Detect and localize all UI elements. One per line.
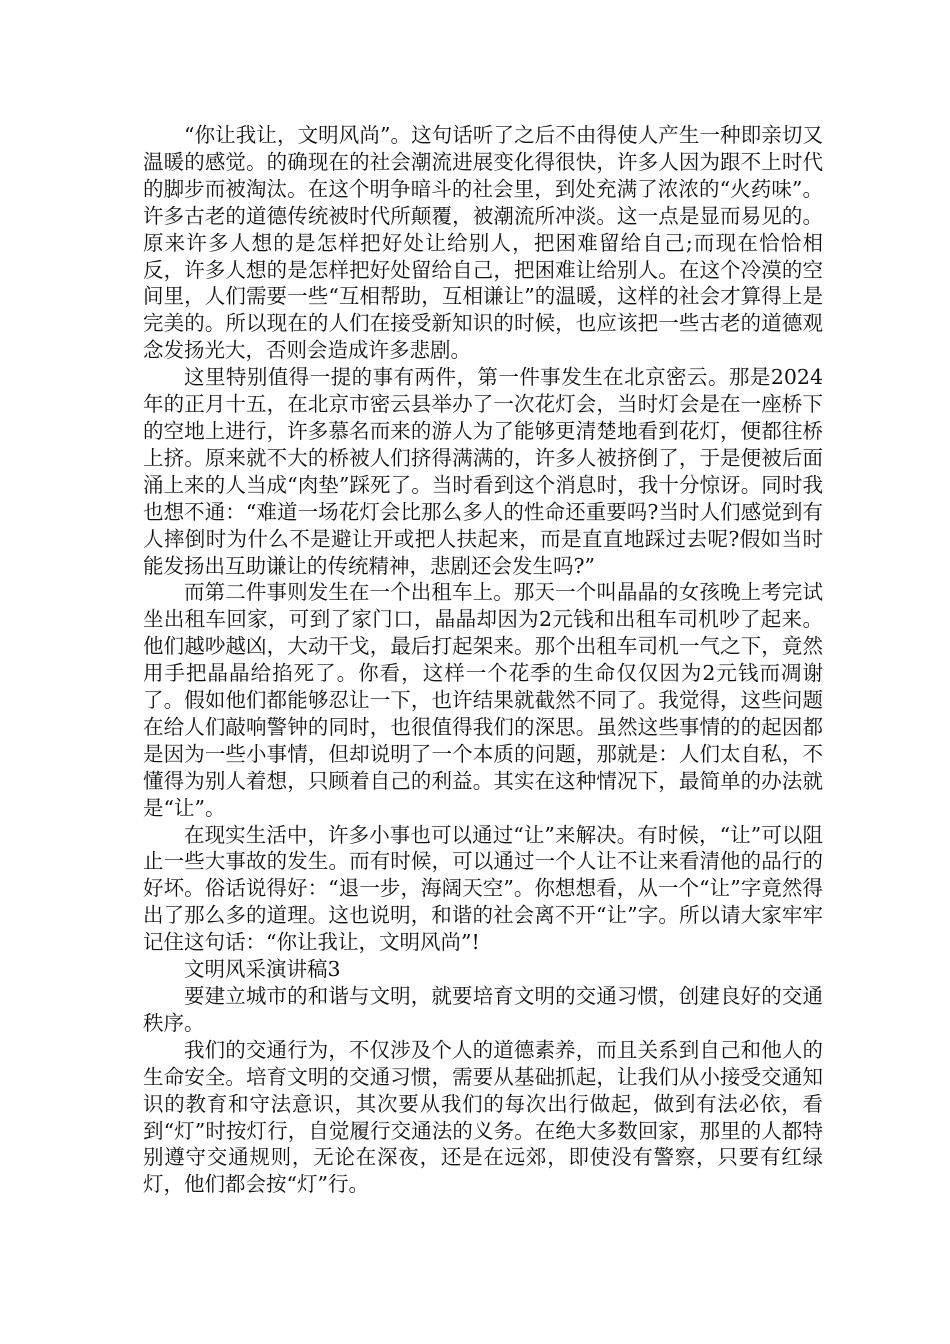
- paragraph-1: “你让我让，文明风尚”。这句话听了之后不由得使人产生一种即亲切又温暖的感觉。的确现在的社会潮流进展变化得很快，许多人因为跟不上时代的脚步而被淘汰。在这个明争暗斗的社会里，到处充满了浓浓的“火药味”。许多古老的道德传统被时代所颠覆，被潮流所冲淡。这一点是显而易见的。原来许多人想的是怎样把好处让给别人，把困难留给自己;而现在恰恰相反，许多人想的是怎样把好处留给自己，把困难让给别人。在这个冷漠的空间里，人们需要一些“互相帮助，互相谦让”的温暖，这样的社会才算得上是完美的。所以现在的人们在接受新知识的时候，也应该把一些古老的道德观念发扬光大，否则会造成许多悲剧。: [143, 123, 823, 363]
- paragraph-5: 要建立城市的和谐与文明，就要培育文明的交通习惯，创建良好的交通秩序。: [143, 984, 823, 1035]
- paragraph-3: 而第二件事则发生在一个出租车上。那天一个叫晶晶的女孩晚上考完试坐出租车回家，可到了家门口，晶晶却因为2元钱和出租车司机吵了起来。他们越吵越凶，大动干戈，最后打起架来。那个出租车司机一气之下，竟然用手把晶晶给掐死了。你看，这样一个花季的生命仅仅因为2元钱而凋谢了。假如他们都能够忍让一下，也许结果就截然不同了。我觉得，这些问题在给人们敲响警钟的同时，也很值得我们的深思。虽然这些事情的的起因都是因为一些小事情，但却说明了一个本质的问题，那就是：人们太自私，不懂得为别人着想，只顾着自己的利益。其实在这种情况下，最简单的办法就是“让”。: [143, 580, 823, 820]
- document-body: [143, 122, 823, 1198]
- paragraph-2: 这里特别值得一提的事有两件，第一件事发生在北京密云。那是2024年的正月十五，在北京市密云县举办了一次花灯会，当时灯会是在一座桥下的空地上进行，许多慕名而来的游人为了能够更清楚地看到花灯，便都往桥上挤。原来就不大的桥被人们挤得满满的，许多人被挤倒了，于是便被后面涌上来的人当成“肉垫”踩死了。当时看到这个消息时，我十分惊讶。同时我也想不通：“难道一场花灯会比那么多人的性命还重要吗?当时人们感觉到有人摔倒时为什么不是避让开或把人扶起来，而是直直地踩过去呢?假如当时能发扬出互助谦让的传统精神，悲剧还会发生吗?”: [143, 365, 823, 578]
- paragraph-6: 我们的交通行为，不仅涉及个人的道德素养，而且关系到自己和他人的生命安全。培育文明的交通习惯，需要从基础抓起，让我们从小接受交通知识的教育和守法意识，其次要从我们的每次出行做起，做到有法必依，看到“灯”时按灯行，自觉履行交通法的义务。在绝大多数回家，那里的人都特别遵守交通规则，无论在深夜，还是在远郊，即使没有警察，只要有红绿灯，他们都会按“灯”行。: [143, 1037, 823, 1197]
- paragraph-4: 在现实生活中，许多小事也可以通过“让”来解决。有时候，“让”可以阻止一些大事故的发生。而有时候，可以通过一个人让不让来看清他的品行的好坏。俗话说得好：“退一步，海阔天空”。你想想看，从一个“让”字竟然得出了那么多的道理。这也说明，和谐的社会离不开“让”字。所以请大家牢牢记住这句话：“你让我让，文明风尚”!: [143, 822, 823, 955]
- section-heading: 文明风采演讲稿3: [184, 957, 341, 982]
